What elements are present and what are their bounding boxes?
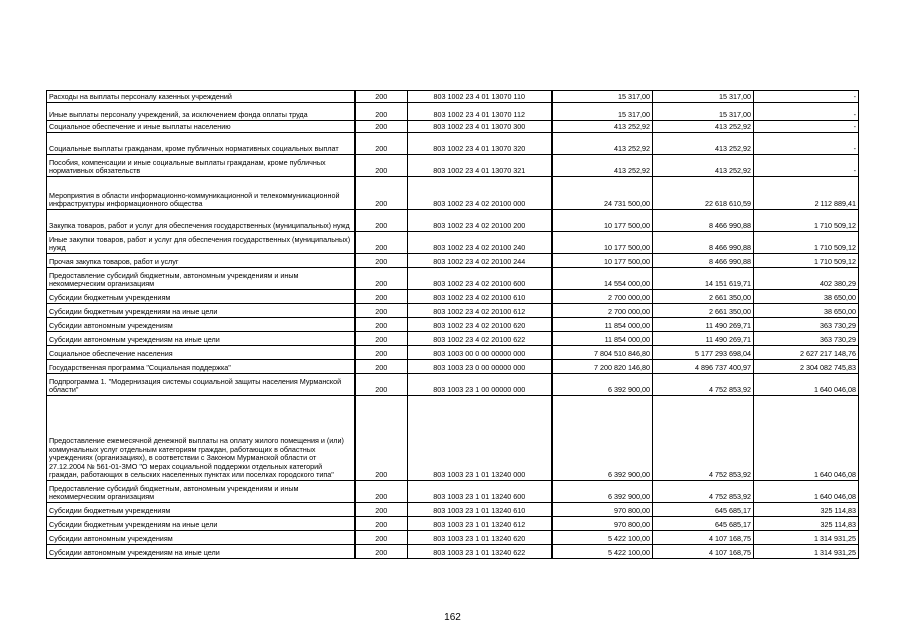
row-value-remaining: 363 730,29	[754, 332, 859, 346]
row-kbk: 803 1002 23 4 02 20100 622	[408, 332, 552, 346]
table-row	[47, 517, 859, 531]
table-row	[47, 290, 859, 304]
row-value-remaining: -	[754, 103, 859, 121]
row-value-executed: 645 685,17	[653, 517, 754, 531]
row-value-executed: 4 107 168,75	[653, 531, 754, 545]
row-code: 200	[355, 481, 408, 503]
row-name: Субсидии бюджетным учреждениям на иные цели	[47, 304, 355, 318]
row-name: Предоставление субсидий бюджетным, автономным учреждениям и иным некоммерческим организациям	[47, 268, 355, 290]
row-kbk: 803 1002 23 4 02 20100 612	[408, 304, 552, 318]
row-name: Субсидии автономным учреждениям	[47, 318, 355, 332]
row-value-remaining: 325 114,83	[754, 503, 859, 517]
row-value-executed: 4 752 853,92	[653, 374, 754, 396]
row-kbk: 803 1002 23 4 02 20100 620	[408, 318, 552, 332]
row-name: Социальное обеспечение населения	[47, 346, 355, 360]
row-value-assigned: 970 800,00	[552, 517, 653, 531]
row-name: Прочая закупка товаров, работ и услуг	[47, 254, 355, 268]
row-code: 200	[355, 254, 408, 268]
table-row	[47, 304, 859, 318]
row-name: Закупка товаров, работ и услуг для обеспечения государственных (муниципальных) нужд	[47, 210, 355, 232]
row-kbk: 803 1002 23 4 01 13070 300	[408, 121, 552, 133]
row-kbk: 803 1003 23 1 01 13240 610	[408, 503, 552, 517]
row-value-executed: 5 177 293 698,04	[653, 346, 754, 360]
row-value-remaining: 2 627 217 148,76	[754, 346, 859, 360]
row-value-remaining: -	[754, 155, 859, 177]
row-kbk: 803 1003 23 1 01 13240 600	[408, 481, 552, 503]
row-value-assigned: 6 392 900,00	[552, 481, 653, 503]
table-row	[47, 346, 859, 360]
row-code: 200	[355, 210, 408, 232]
row-value-executed: 413 252,92	[653, 121, 754, 133]
row-name: Субсидии бюджетным учреждениям	[47, 290, 355, 304]
row-code: 200	[355, 268, 408, 290]
row-kbk: 803 1002 23 4 01 13070 320	[408, 133, 552, 155]
row-name: Субсидии автономным учреждениям на иные цели	[47, 545, 355, 559]
row-kbk: 803 1002 23 4 02 20100 244	[408, 254, 552, 268]
row-kbk: 803 1002 23 4 01 13070 110	[408, 91, 552, 103]
row-name: Социальное обеспечение и иные выплаты населению	[47, 121, 355, 133]
row-code: 200	[355, 531, 408, 545]
row-kbk: 803 1002 23 4 02 20100 240	[408, 232, 552, 254]
row-value-executed: 2 661 350,00	[653, 290, 754, 304]
row-value-assigned: 11 854 000,00	[552, 332, 653, 346]
row-name: Мероприятия в области информационно-коммуникационной и телекоммуникационной инфраструктуры информационного общества	[47, 177, 355, 210]
row-name: Государственная программа "Социальная поддержка"	[47, 360, 355, 374]
row-code: 200	[355, 133, 408, 155]
row-code: 200	[355, 346, 408, 360]
row-value-remaining: 38 650,00	[754, 304, 859, 318]
row-value-remaining: 402 380,29	[754, 268, 859, 290]
row-value-executed: 8 466 990,88	[653, 254, 754, 268]
table-row	[47, 121, 859, 133]
row-kbk: 803 1002 23 4 02 20100 000	[408, 177, 552, 210]
row-value-remaining: -	[754, 121, 859, 133]
row-value-assigned: 11 854 000,00	[552, 318, 653, 332]
row-value-executed: 4 752 853,92	[653, 396, 754, 481]
row-kbk: 803 1003 00 0 00 00000 000	[408, 346, 552, 360]
row-value-assigned: 2 700 000,00	[552, 290, 653, 304]
table-row	[47, 268, 859, 290]
table-row	[47, 177, 859, 210]
row-value-remaining: 1 710 509,12	[754, 254, 859, 268]
row-value-assigned: 413 252,92	[552, 155, 653, 177]
row-kbk: 803 1003 23 1 01 13240 620	[408, 531, 552, 545]
row-kbk: 803 1002 23 4 02 20100 600	[408, 268, 552, 290]
row-value-assigned: 14 554 000,00	[552, 268, 653, 290]
row-value-remaining: 1 640 046,08	[754, 374, 859, 396]
row-kbk: 803 1003 23 1 01 13240 000	[408, 396, 552, 481]
row-value-assigned: 2 700 000,00	[552, 304, 653, 318]
row-value-remaining: 1 710 509,12	[754, 232, 859, 254]
row-name: Иные выплаты персоналу учреждений, за исключением фонда оплаты труда	[47, 103, 355, 121]
table-row	[47, 481, 859, 503]
row-name: Субсидии автономным учреждениям	[47, 531, 355, 545]
row-kbk: 803 1002 23 4 02 20100 200	[408, 210, 552, 232]
row-value-assigned: 6 392 900,00	[552, 374, 653, 396]
row-value-remaining: -	[754, 133, 859, 155]
row-value-assigned: 24 731 500,00	[552, 177, 653, 210]
budget-report-table	[46, 90, 859, 559]
table-row	[47, 103, 859, 121]
table-row	[47, 531, 859, 545]
row-value-remaining: 1 710 509,12	[754, 210, 859, 232]
table-body	[47, 91, 859, 559]
row-name: Субсидии автономным учреждениям на иные цели	[47, 332, 355, 346]
row-code: 200	[355, 318, 408, 332]
row-code: 200	[355, 304, 408, 318]
row-kbk: 803 1003 23 1 00 00000 000	[408, 374, 552, 396]
row-kbk: 803 1002 23 4 01 13070 321	[408, 155, 552, 177]
row-code: 200	[355, 91, 408, 103]
row-code: 200	[355, 103, 408, 121]
row-value-remaining: -	[754, 91, 859, 103]
row-code: 200	[355, 545, 408, 559]
row-kbk: 803 1003 23 1 01 13240 622	[408, 545, 552, 559]
row-name: Подпрограмма 1. "Модернизация системы социальной защиты населения Мурманской области"	[47, 374, 355, 396]
row-code: 200	[355, 360, 408, 374]
row-name: Предоставление субсидий бюджетным, автономным учреждениям и иным некоммерческим организациям	[47, 481, 355, 503]
row-value-remaining: 38 650,00	[754, 290, 859, 304]
row-code: 200	[355, 177, 408, 210]
row-name: Расходы на выплаты персоналу казенных учреждений	[47, 91, 355, 103]
row-code: 200	[355, 374, 408, 396]
row-value-executed: 11 490 269,71	[653, 332, 754, 346]
row-code: 200	[355, 332, 408, 346]
row-value-assigned: 7 200 820 146,80	[552, 360, 653, 374]
row-value-executed: 8 466 990,88	[653, 210, 754, 232]
row-value-assigned: 15 317,00	[552, 103, 653, 121]
row-value-assigned: 970 800,00	[552, 503, 653, 517]
row-code: 200	[355, 517, 408, 531]
row-value-executed: 11 490 269,71	[653, 318, 754, 332]
row-value-assigned: 5 422 100,00	[552, 531, 653, 545]
row-value-remaining: 325 114,83	[754, 517, 859, 531]
row-code: 200	[355, 155, 408, 177]
row-value-executed: 4 896 737 400,97	[653, 360, 754, 374]
row-name: Пособия, компенсации и иные социальные выплаты гражданам, кроме публичных нормативных обязательств	[47, 155, 355, 177]
row-value-assigned: 15 317,00	[552, 91, 653, 103]
row-name: Субсидии бюджетным учреждениям	[47, 503, 355, 517]
row-value-assigned: 10 177 500,00	[552, 210, 653, 232]
row-value-assigned: 413 252,92	[552, 121, 653, 133]
row-value-executed: 2 661 350,00	[653, 304, 754, 318]
page-number: 162	[444, 612, 461, 623]
table-row	[47, 91, 859, 103]
row-value-assigned: 7 804 510 846,80	[552, 346, 653, 360]
row-value-executed: 645 685,17	[653, 503, 754, 517]
row-code: 200	[355, 396, 408, 481]
row-kbk: 803 1002 23 4 02 20100 610	[408, 290, 552, 304]
row-value-assigned: 413 252,92	[552, 133, 653, 155]
row-value-assigned: 6 392 900,00	[552, 396, 653, 481]
row-value-executed: 8 466 990,88	[653, 232, 754, 254]
row-code: 200	[355, 290, 408, 304]
row-value-executed: 14 151 619,71	[653, 268, 754, 290]
table-row	[47, 332, 859, 346]
table-row	[47, 396, 859, 481]
table-row	[47, 545, 859, 559]
table-row	[47, 232, 859, 254]
row-kbk: 803 1003 23 1 01 13240 612	[408, 517, 552, 531]
row-name: Субсидии бюджетным учреждениям на иные цели	[47, 517, 355, 531]
table-row	[47, 155, 859, 177]
table-row	[47, 133, 859, 155]
table-row	[47, 360, 859, 374]
row-value-executed: 413 252,92	[653, 155, 754, 177]
row-value-executed: 4 752 853,92	[653, 481, 754, 503]
row-value-remaining: 1 640 046,08	[754, 396, 859, 481]
row-name: Предоставление ежемесячной денежной выплаты на оплату жилого помещения и (или) коммунальных услуг отдельным категориям граждан, работающих в областных учреждениях (организациях), в соответствии с Законом Мурманской области от 27.12.2004 № 561-01-ЗМО "О мерах социальной поддержки отдельных категорий граждан, работающих в сельских населенных пунктах или поселках городского типа"	[47, 396, 355, 481]
row-value-executed: 15 317,00	[653, 103, 754, 121]
row-name: Иные закупки товаров, работ и услуг для обеспечения государственных (муниципальных) нужд	[47, 232, 355, 254]
table-row	[47, 374, 859, 396]
row-name: Социальные выплаты гражданам, кроме публичных нормативных социальных выплат	[47, 133, 355, 155]
row-value-assigned: 5 422 100,00	[552, 545, 653, 559]
row-value-executed: 4 107 168,75	[653, 545, 754, 559]
row-value-remaining: 2 304 082 745,83	[754, 360, 859, 374]
table-row	[47, 503, 859, 517]
row-value-remaining: 1 314 931,25	[754, 531, 859, 545]
table-row	[47, 318, 859, 332]
row-value-executed: 413 252,92	[653, 133, 754, 155]
row-value-executed: 22 618 610,59	[653, 177, 754, 210]
row-kbk: 803 1002 23 4 01 13070 112	[408, 103, 552, 121]
table-row	[47, 210, 859, 232]
row-value-assigned: 10 177 500,00	[552, 232, 653, 254]
row-value-remaining: 363 730,29	[754, 318, 859, 332]
row-value-remaining: 1 640 046,08	[754, 481, 859, 503]
row-code: 200	[355, 121, 408, 133]
table-row	[47, 254, 859, 268]
row-kbk: 803 1003 23 0 00 00000 000	[408, 360, 552, 374]
row-value-assigned: 10 177 500,00	[552, 254, 653, 268]
row-value-remaining: 2 112 889,41	[754, 177, 859, 210]
row-value-executed: 15 317,00	[653, 91, 754, 103]
row-value-remaining: 1 314 931,25	[754, 545, 859, 559]
row-code: 200	[355, 503, 408, 517]
row-code: 200	[355, 232, 408, 254]
